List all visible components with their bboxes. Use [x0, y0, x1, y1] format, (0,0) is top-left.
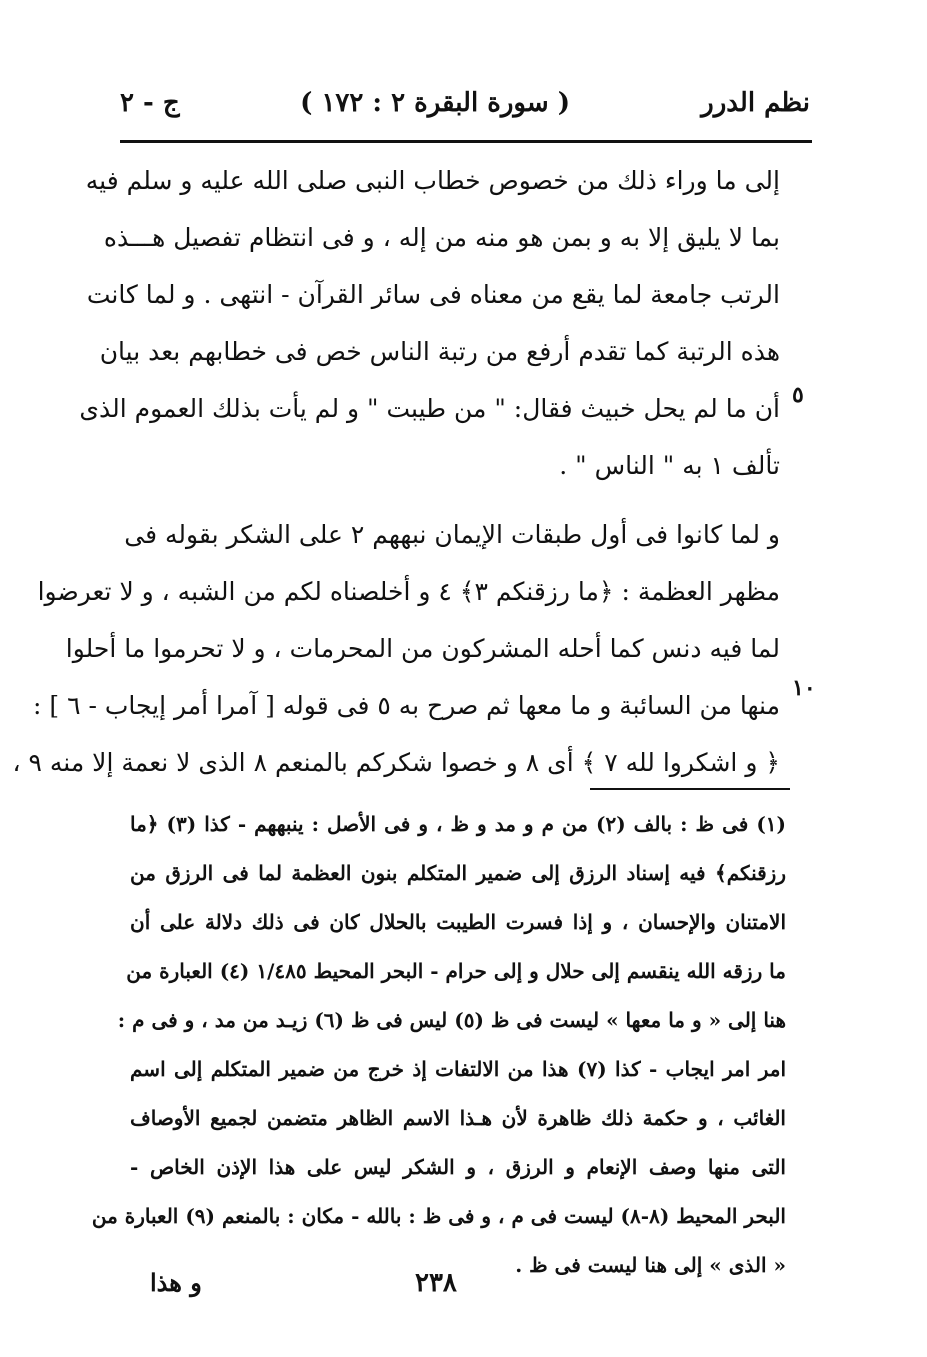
footnote-rule	[590, 788, 790, 790]
text-line: أن ما لم يحل خبيث فقال: " من طيبت " و لم يأت بذلك العموم الذى	[79, 394, 780, 423]
footnote-line: البحر المحيط (٨-٨) ليست فى م ، و فى ظ : بالله - مكان : بالمنعم (٩) العبارة من	[91, 1204, 786, 1228]
surah-reference: ( سورة البقرة ٢ : ١٧٢ )	[300, 88, 570, 118]
footnote-line: الغائب ، و حكمة ذلك ظاهرة لأن هـذا الاسم الظاهر متضمن لجميع الأوصاف	[130, 1106, 786, 1130]
book-title: نظم الدرر	[701, 88, 810, 118]
text-line: مظهر العظمة : ﴿ما رزقنكم ٣﴾ ٤ و أخلصناه لكم من الشبه ، و لا تعرضوا	[37, 577, 780, 606]
text-line: الرتب جامعة لما يقع من معناه فى سائر القرآن - انتهى . و لما كانت	[86, 280, 780, 309]
text-line: لما فيه دنس كما أحله المشركون من المحرمات ، و لا تحرموا ما أحلوا	[65, 634, 780, 663]
footnote-line: (١) فى ظ : بالف (٢) من م و مد و ظ ، و فى الأصل : ينبههم - كذا (٣) ﴿ما	[130, 812, 787, 836]
main-text	[12, 152, 780, 791]
header-rule	[120, 140, 812, 143]
footnote-line: رزقنكم﴾ فيه إسناد الرزق إلى ضمير المتكلم بنون العظمة لما فى الرزق من	[130, 861, 786, 885]
page-number: ٢٣٨	[415, 1268, 457, 1298]
footnote-line: امر امر ايجاب - كذا (٧) هذا من الالتفات إذ خرج من ضمير المتكلم إلى اسم	[130, 1057, 786, 1081]
text-line: ﴿ و اشكروا لله ٧ ﴾ أى ٨ و خصوا شكركم بالمنعم ٨ الذى لا نعمة إلا منه ٩ ،	[12, 748, 780, 777]
text-line: منها من السائبة و ما معها ثم صرح به ٥ فى قوله [ آمرا أمر إيجاب - ٦ ] :	[32, 691, 780, 720]
text-line: تألف ١ به " الناس " .	[559, 451, 780, 480]
line-number-10: ١٠	[792, 675, 816, 701]
page-footer	[150, 1268, 810, 1308]
part-number: ج - ٢	[120, 88, 180, 118]
running-header	[120, 88, 810, 124]
line-number-5: ٥	[792, 382, 804, 408]
footnote-line: الامتنان والإحسان ، و إذا فسرت الطيبت بالحلال كان فى ذلك دلالة على أن	[130, 910, 786, 934]
footnote-line: ما رزقه الله ينقسم إلى حلال و إلى حرام - البحر المحيط ١/٤٨٥ (٤) العبارة من	[126, 959, 786, 983]
text-line: و لما كانوا فى أول طبقات الإيمان نبههم ٢ على الشكر بقوله فى	[124, 520, 780, 549]
catchword: و هذا	[150, 1268, 202, 1297]
text-line: بما لا يليق إلا به و بمن هو منه من إله ، و فى انتظام تفصيل هـــذه	[103, 223, 780, 252]
footnote-line: « الذى » إلى هنا ليست فى ظ .	[515, 1253, 786, 1277]
footnote-line: التى منها وصف الإنعام و الرزق ، و الشكر ليس على هذا الإذن الخاص -	[130, 1155, 786, 1179]
footnote-line: هنا إلى « و ما معها » ليست فى ظ (٥) ليس فى ظ (٦) زيـد من مد ، و فى م :	[117, 1008, 786, 1032]
text-line: إلى ما وراء ذلك من خصوص خطاب النبى صلى الله عليه و سلم فيه	[85, 166, 780, 195]
text-line: هذه الرتبة كما تقدم أرفع من رتبة الناس خص فى خطابهم بعد بيان	[99, 337, 780, 366]
footnotes	[91, 800, 787, 1290]
